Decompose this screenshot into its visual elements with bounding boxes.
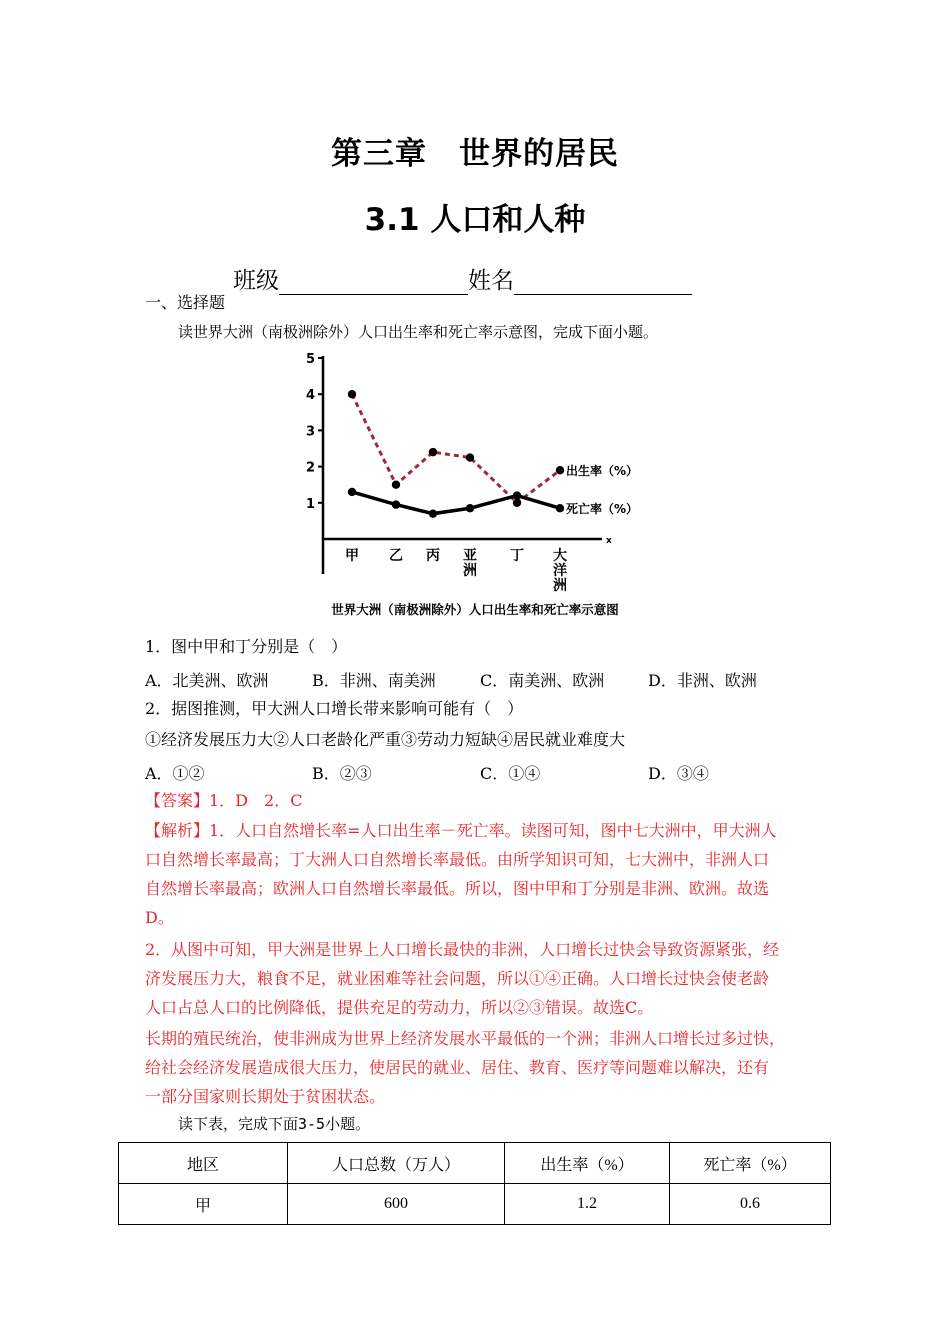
q1-option-c[interactable]: C．南美洲、欧洲	[480, 671, 605, 690]
y-tick-label: 5	[305, 352, 315, 367]
table-header-cell: 出生率（%）	[505, 1143, 670, 1184]
birth-rate-point	[392, 481, 400, 489]
analysis-line: 济发展压力大，粮食不足，就业困难等社会问题，所以①④正确。人口增长过快会使老龄	[145, 969, 770, 988]
x-tick-label: 大	[553, 548, 567, 564]
legend-birth-rate: 出生率（%）	[566, 464, 639, 479]
q2-stem: 2．据图推测，甲大洲人口增长带来影响可能有（ ）	[145, 699, 524, 718]
q1-stem: 1．图中甲和丁分别是（ ）	[145, 637, 348, 656]
q2-option-c[interactable]: C．①④	[480, 764, 541, 783]
birth-rate-point	[556, 466, 564, 474]
table-row	[119, 1184, 831, 1225]
analysis-line: 2．从图中可知，甲大洲是世界上人口增长最快的非洲，人口增长过快会导致资源紧张，经	[145, 940, 780, 959]
birth-death-rate-chart	[290, 346, 660, 624]
q2-items: ①经济发展压力大②人口老龄化严重③劳动力短缺④居民就业难度大	[145, 730, 626, 749]
table-cell: 1.2	[505, 1184, 670, 1225]
analysis-line: 长期的殖民统治，使非洲成为世界上经济发展水平最低的一个洲；非洲人口增长过多过快，	[145, 1029, 786, 1048]
table-header-row	[119, 1143, 831, 1184]
table-header-cell: 死亡率（%）	[670, 1143, 831, 1184]
death-rate-point	[392, 500, 400, 508]
class-name-line	[233, 262, 692, 295]
class-blank[interactable]	[279, 272, 468, 295]
answer-line: 【答案】1．D 2．C	[145, 791, 303, 810]
x-tick-label: 洋	[553, 563, 567, 579]
legend-death-rate: 死亡率（%）	[566, 502, 639, 517]
y-tick-label: 2	[305, 460, 315, 476]
table-cell: 0.6	[670, 1184, 831, 1225]
x-tick-label: 亚	[463, 548, 477, 564]
death-rate-point	[513, 491, 521, 499]
chart-series	[348, 390, 564, 518]
data-table	[118, 1142, 831, 1225]
birth-rate-point	[429, 448, 437, 456]
name-blank[interactable]	[514, 272, 692, 295]
q2-option-a[interactable]: A．①②	[145, 764, 205, 783]
q1-option-d[interactable]: D．非洲、欧洲	[648, 671, 757, 690]
table-intro: 读下表，完成下面3-5小题。	[178, 1115, 371, 1133]
analysis-line: 给社会经济发展造成很大压力，使居民的就业、居住、教育、医疗等问题难以解决，还有	[145, 1058, 770, 1077]
analysis-line: 口自然增长率最高；丁大洲人口自然增长率最低。由所学知识可知，七大洲中，非洲人口	[145, 850, 770, 869]
question-intro: 读世界大洲（南极洲除外）人口出生率和死亡率示意图，完成下面小题。	[178, 323, 659, 341]
chart-legend	[566, 463, 638, 516]
birth-rate-point	[348, 390, 356, 398]
table-header-cell: 地区	[119, 1143, 288, 1184]
section-title: 3.1 人口和人种	[364, 202, 586, 238]
y-tick-label: 4	[305, 388, 315, 404]
name-label: 姓名	[468, 268, 514, 294]
death-rate-point	[466, 504, 474, 512]
chart-y-ticks	[306, 352, 323, 512]
q2-option-b[interactable]: B．②③	[312, 764, 372, 783]
birth-rate-point	[466, 453, 474, 461]
section-heading: 一、选择题	[145, 293, 226, 312]
x-tick-label: 丁	[510, 548, 524, 564]
x-tick-label: 丙	[426, 548, 440, 564]
table-cell: 甲	[119, 1184, 288, 1225]
table-cell: 600	[288, 1184, 505, 1225]
chart-x-labels	[345, 547, 567, 594]
q1-option-a[interactable]: A．北美洲、欧洲	[145, 671, 269, 690]
x-tick-label: 甲	[345, 548, 359, 564]
analysis-line: D。	[145, 908, 174, 927]
death-rate-point	[429, 509, 437, 517]
x-tick-label: 乙	[389, 548, 403, 564]
birth-rate-point	[513, 499, 521, 507]
chart-title: 世界大洲（南极洲除外）人口出生率和死亡率示意图	[331, 602, 619, 617]
death-rate-line	[352, 492, 560, 514]
q1-option-b[interactable]: B．非洲、南美洲	[312, 671, 436, 690]
x-tick-label: 洲	[463, 563, 477, 579]
analysis-line: 人口占总人口的比例降低，提供充足的劳动力，所以②③错误。故选C。	[145, 998, 654, 1017]
x-axis-label: x	[606, 536, 612, 546]
y-tick-label: 3	[305, 424, 315, 440]
q2-option-d[interactable]: D．③④	[648, 764, 709, 783]
birth-rate-line	[352, 394, 560, 503]
analysis-line: 一部分国家则长期处于贫困状态。	[145, 1087, 386, 1106]
analysis-line: 自然增长率最高；欧洲人口自然增长率最低。所以，图中甲和丁分别是非洲、欧洲。故选	[145, 879, 770, 898]
death-rate-point	[556, 504, 564, 512]
chapter-title: 第三章 世界的居民	[331, 136, 619, 172]
table-header-cell: 人口总数（万人）	[288, 1143, 505, 1184]
death-rate-point	[348, 488, 356, 496]
analysis-line: 【解析】1．人口自然增长率=人口出生率－死亡率。读图可知，图中七大洲中，甲大洲人	[145, 821, 777, 840]
y-tick-label: 1	[305, 496, 315, 512]
x-tick-label: 洲	[553, 578, 567, 594]
class-label: 班级	[233, 268, 279, 294]
